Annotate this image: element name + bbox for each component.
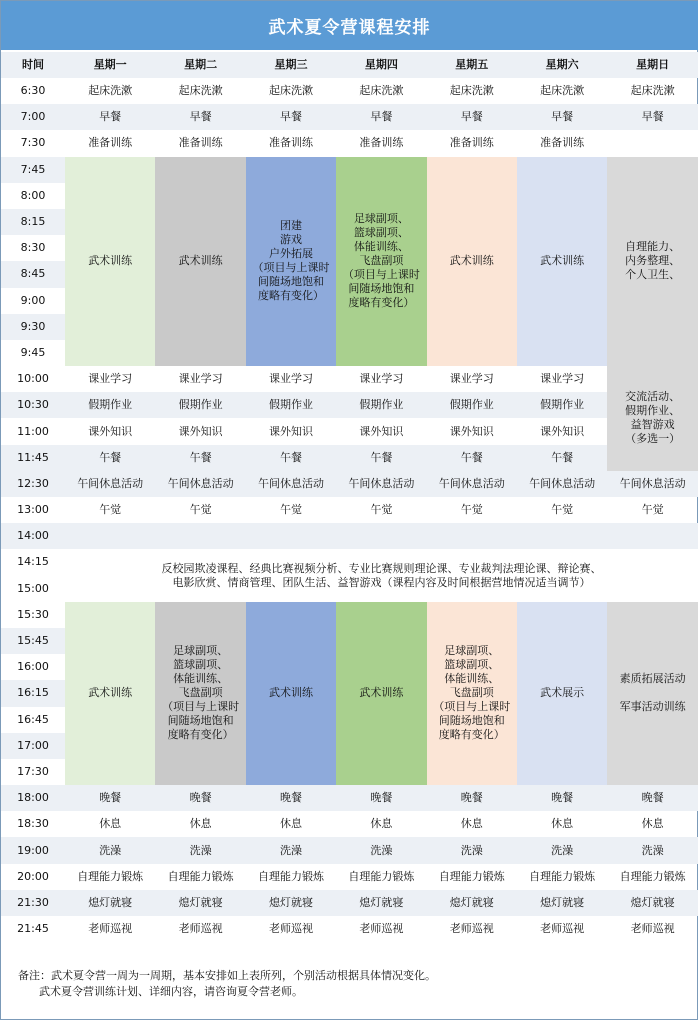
activity-cell: 老师巡视 [449,922,494,936]
activity-cell: 熄灯就寝 [517,890,607,916]
activity-cell: 午餐 [246,445,336,471]
activity-cell: 早餐 [517,104,607,130]
activity-cell: 熄灯就寝 [607,890,698,916]
activity-cell: 洗澡 [246,837,336,863]
banner-blank [65,523,698,549]
header-day: 星期日 [607,52,698,78]
activity-cell: 起床洗漱 [630,84,675,98]
time-cell: 6:30 [20,84,46,98]
activity-cell: 起床洗漱 [268,84,313,98]
activity-cell: 课业学习 [540,372,585,386]
activity-cell: 熄灯就寝 [155,890,245,916]
time-cell: 17:30 [17,764,49,778]
footnote [18,968,436,1000]
activity-cell: 课业学习 [178,372,223,386]
activity-cell: 老师巡视 [540,922,585,936]
activity-cell: 午觉 [99,503,122,517]
table-row [1,104,698,130]
activity-cell: 课外知识 [449,424,494,438]
activity-cell: 熄灯就寝 [65,890,155,916]
time-cell: 18:30 [17,817,49,831]
time-cell: 7:30 [20,136,46,150]
header-time: 时间 [1,52,65,78]
table-row [1,602,698,628]
activity-cell: 老师巡视 [88,922,133,936]
time-cell: 8:15 [1,209,65,235]
activity-cell: 假期作业 [336,392,426,418]
activity-cell: 自理能力锻炼 [438,869,505,883]
activity-cell: 午间休息活动 [65,471,155,497]
footnote-line-2: 武术夏令营训练计划、详细内容，请咨询夏令营老师。 [18,985,303,998]
activity-cell: 早餐 [607,104,698,130]
morning-block-wed: 团建 游戏 户外拓展 （项目与上课时 间随场地饱和 度略有变化） [246,157,336,367]
header-day: 星期五 [427,52,517,78]
time-cell: 12:30 [1,471,65,497]
activity-cell: 老师巡视 [630,922,675,936]
activity-cell: 早餐 [155,104,245,130]
activity-cell: 午餐 [336,445,426,471]
activity-cell: 课外知识 [88,424,133,438]
activity-cell: 课业学习 [88,372,133,386]
activity-cell: 课外知识 [268,424,313,438]
time-cell: 10:00 [17,372,49,386]
time-cell: 16:45 [17,712,49,726]
activity-cell: 早餐 [246,104,336,130]
activity-cell: 自理能力锻炼 [77,869,144,883]
time-cell: 9:45 [20,345,46,359]
table-row [1,811,698,837]
afternoon-block-fri: 足球副项、 篮球副项、 体能训练、 飞盘副项 （项目与上课时 间随场地饱和 度略有变化） [427,602,517,785]
activity-cell: 洗澡 [336,837,426,863]
time-cell: 21:45 [17,922,49,936]
time-cell: 20:00 [17,869,49,883]
activity-cell: 午觉 [279,503,302,517]
table-row [1,837,698,863]
time-cell: 8:00 [20,188,46,202]
activity-cell: 晚餐 [336,785,426,811]
activity-cell: 自理能力锻炼 [619,869,686,883]
activity-cell: 休息 [370,817,393,831]
activity-cell: 休息 [279,817,302,831]
activity-cell: 洗澡 [65,837,155,863]
time-cell: 9:00 [20,293,46,307]
activity-cell: 假期作业 [517,392,607,418]
activity-cell: 准备训练 [178,136,223,150]
activity-cell: 熄灯就寝 [427,890,517,916]
activity-cell: 课业学习 [359,372,404,386]
activity-cell: 午间休息活动 [607,471,698,497]
activity-cell: 课业学习 [268,372,313,386]
activity-cell: 早餐 [336,104,426,130]
time-cell: 13:00 [17,503,49,517]
activity-cell: 晚餐 [607,785,698,811]
afternoon-block-wed: 武术训练 [246,602,336,785]
activity-cell: 熄灯就寝 [336,890,426,916]
table-row [1,392,698,418]
time-cell: 19:00 [1,837,65,863]
afternoon-banner: 反校园欺凌课程、经典比赛视频分析、专业比赛规则理论课、专业裁判法理论课、辩论赛、 电影欣赏、情商管理、团队生活、益智游戏（课程内容及时间根据营地情况适当调节） [65,549,698,601]
time-cell: 7:45 [1,157,65,183]
table-row [1,366,698,392]
activity-cell: 老师巡视 [268,922,313,936]
activity-cell: 午餐 [427,445,517,471]
header-row [1,52,698,78]
morning-block-sun: 自理能力、 内务整理、 个人卫生、 [607,157,698,367]
header-day: 星期四 [336,52,426,78]
time-cell: 16:00 [17,660,49,674]
activity-cell: 课外知识 [359,424,404,438]
activity-cell: 准备训练 [449,136,494,150]
activity-cell: 午觉 [189,503,212,517]
time-cell: 10:30 [1,392,65,418]
activity-cell: 午餐 [65,445,155,471]
time-cell: 11:45 [1,445,65,471]
activity-cell: 课业学习 [449,372,494,386]
activity-cell: 准备训练 [540,136,585,150]
activity-cell: 起床洗漱 [359,84,404,98]
activity-cell: 自理能力锻炼 [167,869,234,883]
time-cell: 7:00 [1,104,65,130]
activity-cell: 午餐 [155,445,245,471]
activity-cell: 午觉 [641,503,664,517]
time-cell: 16:15 [1,680,65,706]
time-cell: 11:00 [17,424,49,438]
time-cell: 14:00 [1,523,65,549]
activity-cell: 老师巡视 [178,922,223,936]
activity-cell: 假期作业 [155,392,245,418]
afternoon-block-sat: 武术展示 [517,602,607,785]
activity-cell: 休息 [99,817,122,831]
time-cell: 8:30 [20,241,46,255]
time-cell: 17:00 [1,733,65,759]
activity-cell: 早餐 [65,104,155,130]
table-row [1,916,698,942]
footnote-line-1: 备注：武术夏令营一周为一周期，基本安排如上表所列，个别活动根据具体情况变化。 [18,969,436,982]
table-row [1,445,698,471]
activity-cell: 假期作业 [246,392,336,418]
activity-cell: 午觉 [551,503,574,517]
table-row [1,523,698,549]
table-row [1,785,698,811]
activity-cell: 起床洗漱 [540,84,585,98]
schedule-table [1,52,698,942]
activity-cell: 休息 [460,817,483,831]
activity-cell: 自理能力锻炼 [348,869,415,883]
activity-cell: 午间休息活动 [517,471,607,497]
header-day: 星期三 [246,52,336,78]
activity-cell: 休息 [641,817,664,831]
schedule-body [1,52,698,942]
morning-block-sat: 武术训练 [517,157,607,367]
afternoon-block-mon: 武术训练 [65,602,155,785]
activity-cell: 老师巡视 [359,922,404,936]
activity-cell: 课外知识 [178,424,223,438]
time-cell: 9:30 [1,314,65,340]
activity-cell: 准备训练 [268,136,313,150]
afternoon-block-sun: 素质拓展活动 军事活动训练 [607,602,698,785]
table-row [1,864,698,890]
activity-cell: 起床洗漱 [178,84,223,98]
sunday-mid-block: 交流活动、 假期作业、 益智游戏 （多选一） [607,366,698,471]
activity-cell: 休息 [551,817,574,831]
activity-cell: 自理能力锻炼 [529,869,596,883]
time-cell: 8:45 [1,261,65,287]
activity-cell: 午间休息活动 [427,471,517,497]
activity-cell: 准备训练 [359,136,404,150]
activity-cell: 假期作业 [65,392,155,418]
activity-cell: 自理能力锻炼 [257,869,324,883]
activity-cell: 洗澡 [155,837,245,863]
morning-block-thu: 足球副项、 篮球副项、 体能训练、 飞盘副项 （项目与上课时 间随场地饱和 度略有变化） [336,157,426,367]
activity-cell: 洗澡 [607,837,698,863]
activity-cell: 晚餐 [427,785,517,811]
activity-cell: 早餐 [427,104,517,130]
morning-block-mon: 武术训练 [65,157,155,367]
activity-cell: 洗澡 [427,837,517,863]
activity-cell: 晚餐 [517,785,607,811]
activity-cell: 午间休息活动 [155,471,245,497]
activity-cell: 休息 [189,817,212,831]
activity-cell: 午觉 [370,503,393,517]
time-cell: 21:30 [1,890,65,916]
time-cell: 15:45 [1,628,65,654]
table-row [1,497,698,523]
activity-cell: 晚餐 [65,785,155,811]
header-day: 星期二 [155,52,245,78]
activity-cell: 起床洗漱 [88,84,133,98]
activity-cell: 午间休息活动 [246,471,336,497]
activity-cell: 假期作业 [427,392,517,418]
time-cell: 15:30 [17,607,49,621]
activity-cell: 准备训练 [88,136,133,150]
time-cell: 15:00 [17,581,49,595]
activity-cell: 熄灯就寝 [246,890,336,916]
table-row [1,890,698,916]
activity-cell: 起床洗漱 [449,84,494,98]
activity-cell: 课外知识 [540,424,585,438]
morning-block-tue: 武术训练 [155,157,245,367]
activity-cell: 午觉 [460,503,483,517]
header-day: 星期六 [517,52,607,78]
empty-cell [607,130,698,156]
table-row [1,418,698,444]
morning-block-fri: 武术训练 [427,157,517,367]
afternoon-block-tue: 足球副项、 篮球副项、 体能训练、 飞盘副项 （项目与上课时 间随场地饱和 度略有变化） [155,602,245,785]
afternoon-block-thu: 武术训练 [336,602,426,785]
header-day: 星期一 [65,52,155,78]
table-row [1,549,698,575]
activity-cell: 洗澡 [517,837,607,863]
time-cell: 14:15 [17,555,49,569]
page-title: 武术夏令营课程安排 [1,1,698,50]
time-cell: 18:00 [1,785,65,811]
activity-cell: 午餐 [517,445,607,471]
activity-cell: 晚餐 [246,785,336,811]
activity-cell: 午间休息活动 [336,471,426,497]
activity-cell: 晚餐 [155,785,245,811]
table-row [1,78,698,104]
table-row [1,130,698,156]
table-row [1,157,698,183]
table-row [1,471,698,497]
